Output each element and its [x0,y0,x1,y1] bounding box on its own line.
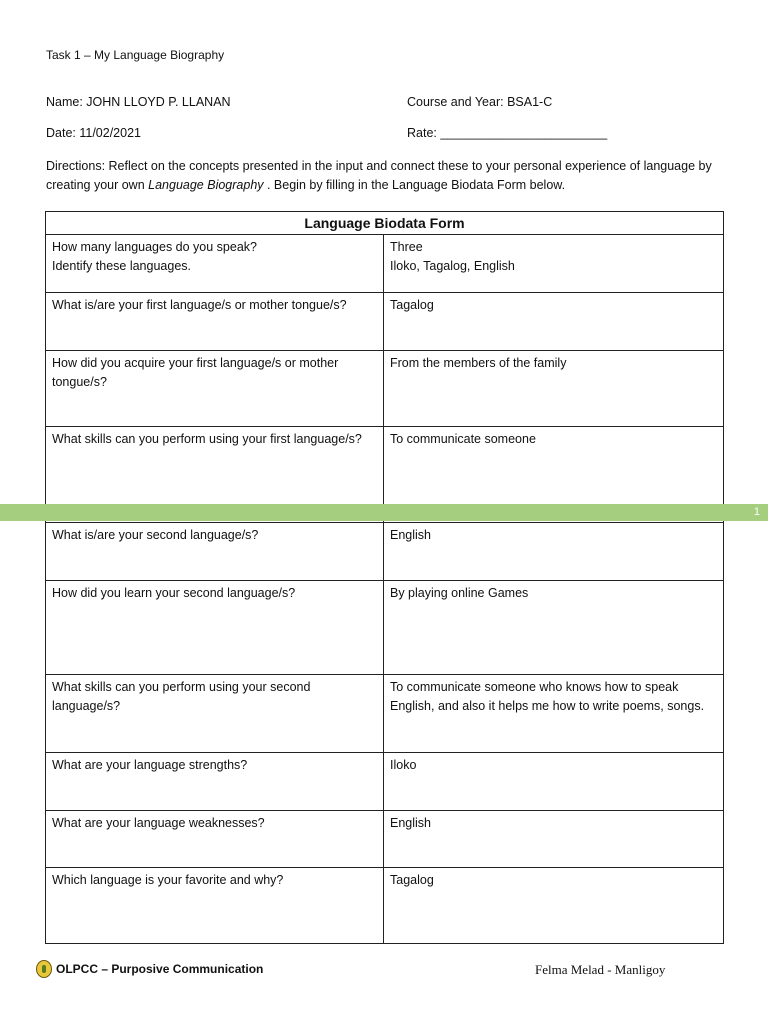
question-cell: What are your language weaknesses? [46,811,384,868]
date-field: Date: 11/02/2021 [46,126,141,140]
table-row [46,675,724,753]
task-title: Task 1 – My Language Biography [46,48,225,62]
page-number: 1 [753,506,760,518]
answer-cell: From the members of the family [384,351,724,427]
directions-paragraph [46,157,726,195]
school-logo-icon [36,960,52,978]
answer-cell: English [384,811,724,868]
table-row [46,351,724,427]
table-row [46,523,724,581]
table-row [46,293,724,351]
directions-text: Directions: Reflect on the concepts presented in the input and connect these to your personal experience of language by creating your own [46,159,712,192]
footer-course-text: OLPCC – Purposive Communication [56,962,264,976]
question-cell: How did you acquire your first language/s or mother tongue/s? [46,351,384,427]
answer-cell: Three Iloko, Tagalog, English [384,235,724,293]
rate-field: Rate: ________________________ [407,126,608,140]
language-biodata-form [45,211,724,944]
footer-course [36,960,263,978]
answer-cell: English [384,523,724,581]
question-cell: What skills can you perform using your second language/s? [46,675,384,753]
directions-emphasis: Language Biography [148,178,264,192]
answer-cell: To communicate someone who knows how to speak English, and also it helps me how to write poems, songs. [384,675,724,753]
table-row [46,868,724,944]
table-row [46,235,724,293]
page-break-band [0,504,768,521]
question-cell: What is/are your first language/s or mother tongue/s? [46,293,384,351]
form-title: Language Biodata Form [46,212,724,235]
table-row [46,753,724,811]
question-cell: What are your language strengths? [46,753,384,811]
question-cell: Which language is your favorite and why? [46,868,384,944]
name-field: Name: JOHN LLOYD P. LLANAN [46,95,231,109]
answer-cell: Iloko [384,753,724,811]
form-title-row [46,212,724,235]
question-cell: What is/are your second language/s? [46,523,384,581]
answer-cell: Tagalog [384,868,724,944]
directions-text-end: . Begin by filling in the Language Biodata Form below. [263,178,566,192]
answer-cell: By playing online Games [384,581,724,675]
table-row [46,811,724,868]
question-cell: How did you learn your second language/s? [46,581,384,675]
question-cell: What skills can you perform using your first language/s? [46,427,384,523]
course-year-field: Course and Year: BSA1-C [407,95,553,109]
footer-author: Felma Melad - Manligoy [535,962,666,977]
answer-cell: Tagalog [384,293,724,351]
question-cell: How many languages do you speak? Identify these languages. [46,235,384,293]
answer-cell: To communicate someone [384,427,724,523]
table-row [46,581,724,675]
